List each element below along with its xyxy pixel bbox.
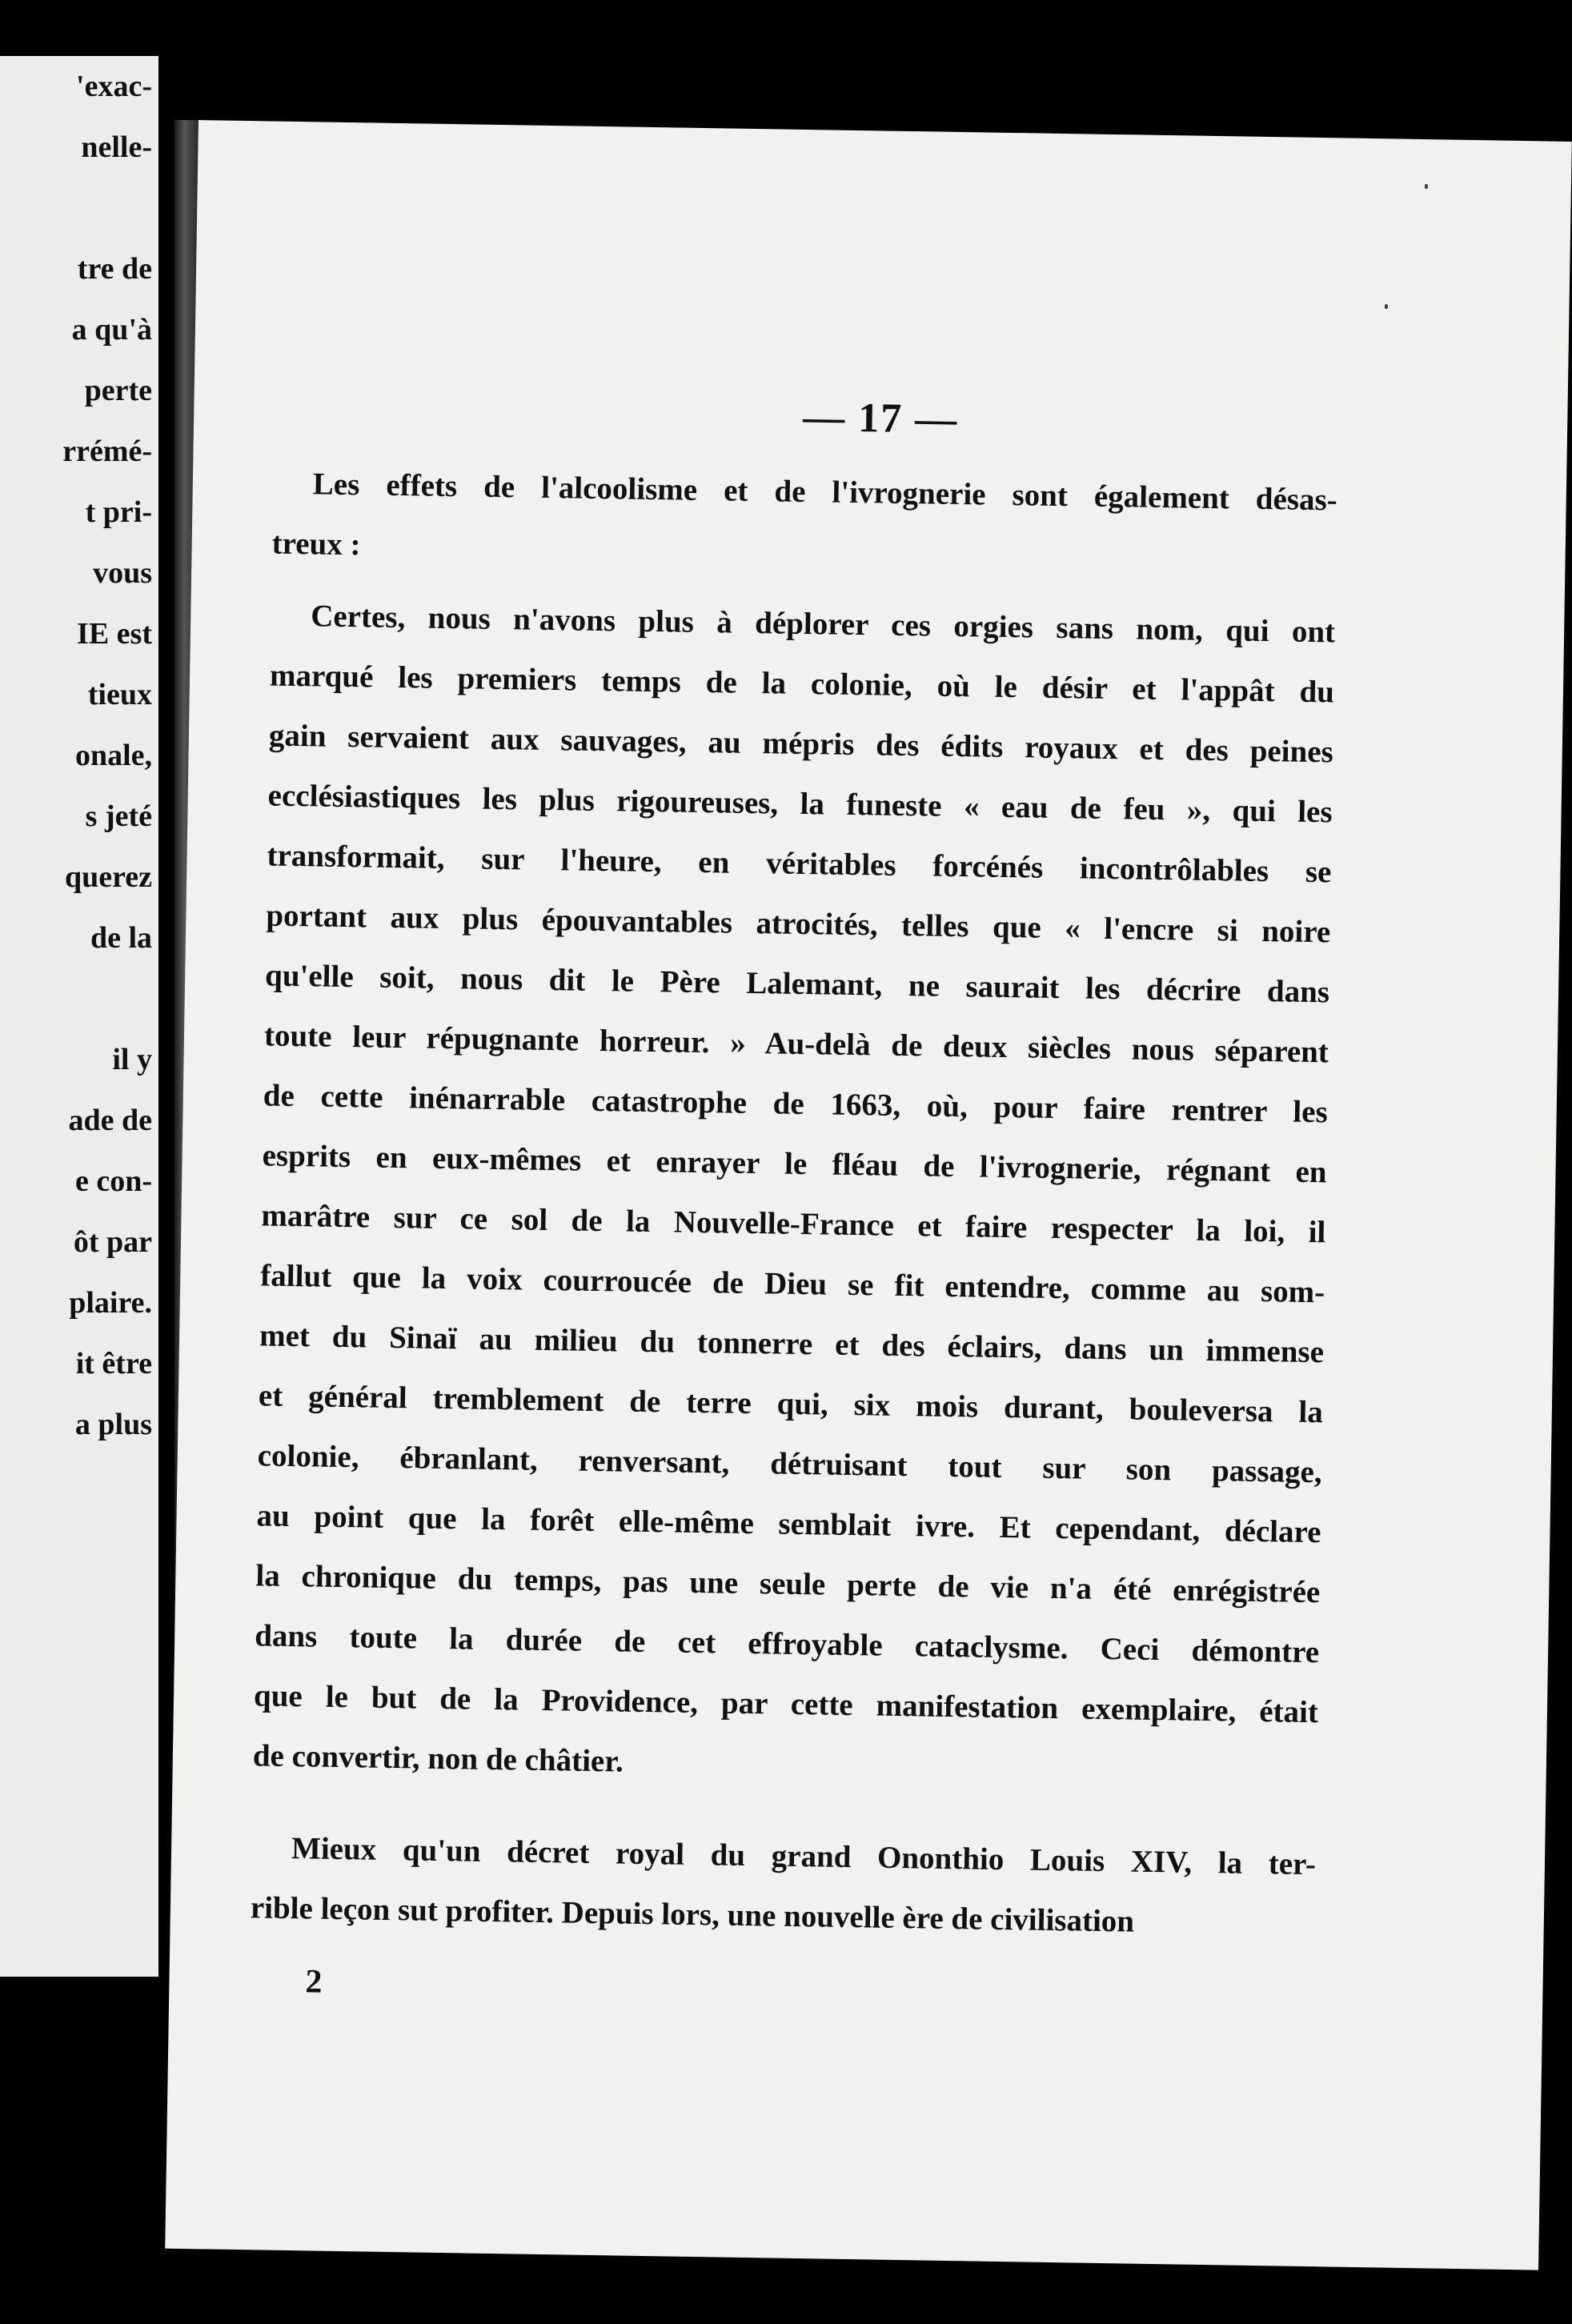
left-page-fragment: vous — [93, 556, 152, 590]
left-facing-page — [0, 56, 158, 1977]
scan-speck — [1385, 304, 1388, 309]
left-page-fragment: it être — [75, 1347, 152, 1380]
left-page-fragment: ade de — [68, 1104, 152, 1137]
text-line: que le but de la Providence, par cette manifestation exemplaire, était — [253, 1678, 1319, 1730]
paragraph-2 — [252, 585, 1335, 1802]
text-line: rible leçon sut profiter. Depuis lors, une nouvelle ère de civilisation — [250, 1890, 1135, 1939]
left-page-fragment — [62, 968, 152, 1029]
left-page-fragment: e con- — [74, 1164, 152, 1198]
text-line: met du Sinaï au milieu du tonnerre et des éclairs, dans un immense — [259, 1318, 1325, 1370]
text-line: fallut que la voix courroucée de Dieu se fit entendre, comme au som- — [259, 1258, 1325, 1310]
text-line: portant aux plus épouvantables atrocités, telles que « l'encre si noire — [266, 898, 1331, 950]
left-page-text-fragments — [62, 56, 152, 1455]
left-page-fragment: a plus — [74, 1408, 152, 1441]
paragraph-3 — [250, 1817, 1316, 1954]
left-page-fragment: plaire. — [69, 1286, 152, 1320]
left-page-fragment: il y — [112, 1043, 152, 1076]
text-line: et général tremblement de terre qui, six mois durant, bouleversa la — [258, 1378, 1324, 1430]
text-line: colonie, ébranlant, renversant, détruisant tout sur son passage, — [257, 1438, 1322, 1490]
paragraph-1 — [271, 454, 1337, 591]
left-page-fragment: 'exac- — [76, 70, 152, 103]
text-line: treux : — [271, 526, 361, 563]
text-line: de convertir, non de châtier. — [252, 1738, 624, 1779]
scan-speck — [1425, 184, 1428, 189]
left-page-fragment: tieux — [87, 678, 152, 711]
left-page-fragment: IE est — [77, 617, 152, 651]
left-page-fragment: tre de — [77, 252, 152, 286]
left-page-fragment: t pri- — [85, 495, 152, 529]
text-line: au point que la forêt elle-même semblait ivre. Et cependant, déclare — [256, 1498, 1321, 1550]
left-page-fragment: a qu'à — [71, 313, 152, 347]
text-line: qu'elle soit, nous dit le Père Lalemant, ne saurait les décrire dans — [264, 958, 1330, 1010]
text-line: Certes, nous n'avons plus à déplorer ces orgies sans nom, qui ont — [310, 599, 1336, 650]
text-line: de cette inénarrable catastrophe de 1663, où, pour faire rentrer les — [263, 1078, 1329, 1130]
text-line: marâtre sur ce sol de la Nouvelle-France et faire respecter la loi, il — [261, 1198, 1326, 1250]
text-line: Mieux qu'un décret royal du grand Ononthio Louis XIV, la ter- — [291, 1831, 1317, 1882]
text-line: transformait, sur l'heure, en véritables forcénés incontrôlables se — [267, 838, 1332, 890]
left-page-fragment: perte — [84, 374, 152, 407]
signature-mark: 2 — [305, 1963, 323, 2001]
text-line: toute leur répugnante horreur. » Au-delà de deux siècles nous séparent — [263, 1018, 1329, 1070]
text-line: ecclésiastiques les plus rigoureuses, la funeste « eau de feu », qui les — [267, 778, 1333, 830]
text-line: esprits en eux-mêmes et enrayer le fléau de l'ivrognerie, régnant en — [262, 1138, 1327, 1190]
text-line: marqué les premiers temps de la colonie, où le désir et l'appât du — [269, 658, 1335, 710]
main-page — [165, 120, 1572, 2270]
left-page-fragment: s jeté — [85, 799, 152, 833]
page-number: — 17 — — [802, 394, 959, 443]
left-page-fragment: de la — [90, 921, 152, 955]
text-line: dans toute la durée de cet effroyable cataclysme. Ceci démontre — [254, 1618, 1320, 1670]
left-page-fragment: nelle- — [81, 130, 152, 164]
text-line: gain servaient aux sauvages, au mépris des édits royaux et des peines — [268, 718, 1334, 770]
left-page-fragment: onale, — [74, 739, 152, 772]
left-page-fragment: rrémé- — [62, 435, 152, 468]
left-page-fragment: ôt par — [73, 1225, 152, 1259]
left-page-fragment: querez — [64, 860, 152, 894]
text-line: Les effets de l'alcoolisme et de l'ivrognerie sont également désas- — [312, 467, 1338, 518]
left-page-fragment — [62, 178, 152, 238]
text-line: la chronique du temps, pas une seule perte de vie n'a été enrégistrée — [255, 1558, 1321, 1610]
